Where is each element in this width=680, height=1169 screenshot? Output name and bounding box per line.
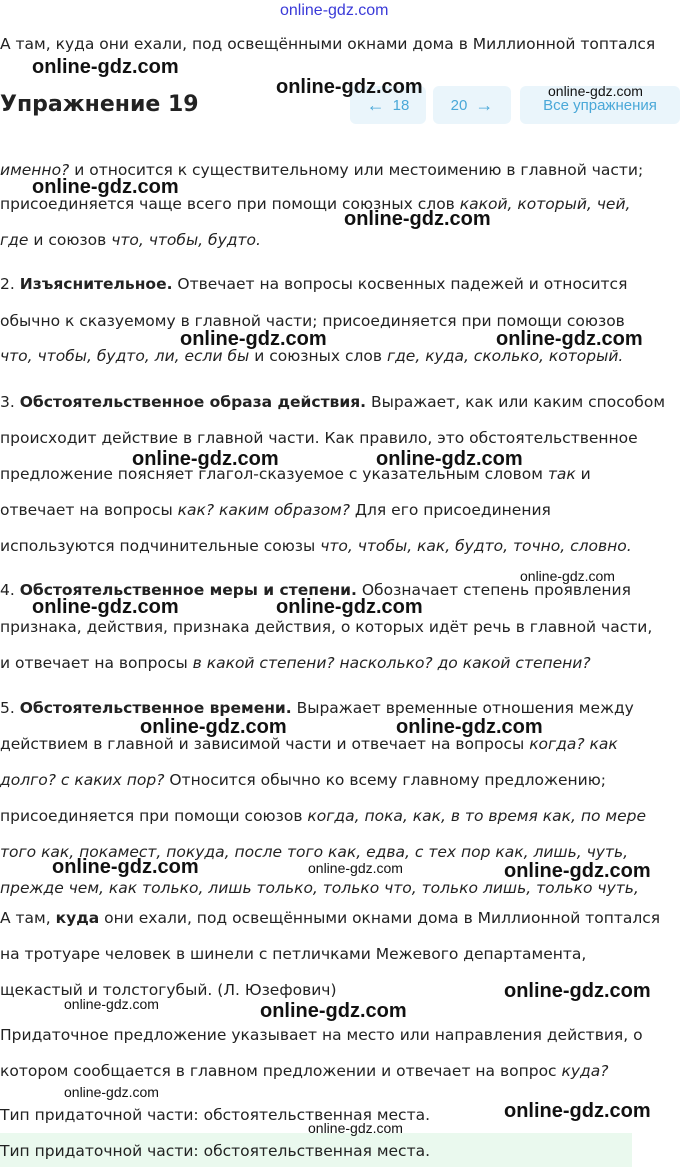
p5-line-2: действием в главной и зависимой части и отвечает на вопросы когда? как: [0, 735, 618, 753]
page-title: Упражнение 19: [0, 92, 199, 117]
watermark: online-gdz.com: [64, 996, 159, 1012]
site-watermark-top: online-gdz.com: [280, 2, 389, 19]
p4-line-2: признака, действия, признака действия, о которых идёт речь в главной части,: [0, 618, 653, 636]
arrow-left-icon: ←: [366, 95, 385, 115]
p5-line-3: долго? с каких пор? Относится обычно ко всему главному предложению;: [0, 771, 607, 789]
p1-line-2: присоединяется чаще всего при помощи союзных слов какой, который, чей,: [0, 195, 631, 213]
example-line-2: на тротуаре человек в шинели с петличками Межевого департамента,: [0, 945, 587, 963]
watermark: online-gdz.com: [32, 176, 179, 198]
watermark: online-gdz.com: [308, 1120, 403, 1136]
watermark: online-gdz.com: [180, 328, 327, 350]
next-exercise-label: 20: [450, 96, 468, 114]
watermark: online-gdz.com: [520, 568, 615, 584]
watermark: online-gdz.com: [504, 860, 651, 882]
prev-exercise-label: 18: [392, 96, 410, 114]
watermark: online-gdz.com: [308, 860, 403, 876]
watermark: online-gdz.com: [52, 856, 199, 878]
p3-line-2: происходит действие в главной части. Как правило, это обстоятельственное: [0, 429, 638, 447]
p1-line-3: где и союзов что, чтобы, будто.: [0, 231, 261, 249]
watermark: online-gdz.com: [344, 208, 491, 230]
answer-box: [0, 1133, 632, 1167]
p3-line-1: 3. Обстоятельственное образа действия. Выражает, как или каким способом: [0, 393, 666, 411]
watermark: online-gdz.com: [276, 596, 423, 618]
p2-line-3: что, чтобы, будто, ли, если бы и союзных слов где, куда, сколько, который.: [0, 347, 624, 365]
watermark: online-gdz.com: [32, 56, 179, 78]
watermark: online-gdz.com: [64, 1084, 159, 1100]
explanation-line-1: Придаточное предложение указывает на место или направления действия, о: [0, 1026, 643, 1044]
all-exercises-label: Все упражнения: [543, 96, 657, 114]
arrow-right-icon: →: [475, 95, 494, 115]
p3-line-5: используются подчинительные союзы что, чтобы, как, будто, точно, словно.: [0, 537, 632, 555]
p2-line-2: обычно к сказуемому в главной части; присоединяется при помощи союзов: [0, 312, 625, 330]
watermark: online-gdz.com: [504, 980, 651, 1002]
p4-line-1: 4. Обстоятельственное меры и степени. Обозначает степень проявления: [0, 581, 631, 599]
p3-line-4: отвечает на вопросы как? каким образом? Для его присоединения: [0, 501, 551, 519]
p5-line-1: 5. Обстоятельственное времени. Выражает временные отношения между: [0, 699, 634, 717]
answer-text: Тип придаточной части: обстоятельственная места.: [0, 1142, 431, 1160]
p3-line-3: предложение поясняет глагол-сказуемое с указательным словом так и: [0, 465, 591, 483]
watermark: online-gdz.com: [32, 596, 179, 618]
next-exercise-button[interactable]: [433, 86, 511, 124]
watermark: online-gdz.com: [376, 448, 523, 470]
watermark: online-gdz.com: [140, 716, 287, 738]
watermark: online-gdz.com: [496, 328, 643, 350]
watermark: online-gdz.com: [132, 448, 279, 470]
watermark: online-gdz.com: [504, 1100, 651, 1122]
p5-line-5: того как, покамест, покуда, после того как, едва, с тех пор как, лишь, чуть,: [0, 843, 629, 861]
watermark: online-gdz.com: [276, 76, 423, 98]
watermark: online-gdz.com: [548, 83, 643, 99]
p5-line-6: прежде чем, как только, лишь только, только что, только лишь, только чуть,: [0, 879, 639, 897]
example-line-1: А там, куда они ехали, под освещёнными окнами дома в Миллионной топтался: [0, 909, 661, 927]
p2-line-1: 2. Изъяснительное. Отвечает на вопросы косвенных падежей и относится: [0, 275, 628, 293]
p4-line-3: и отвечает на вопросы в какой степени? насколько? до какой степени?: [0, 654, 591, 672]
explanation-line-2: котором сообщается в главном предложении и отвечает на вопрос куда?: [0, 1062, 609, 1080]
example-line-3: щекастый и толстогубый. (Л. Юзефович): [0, 981, 337, 999]
top-line: А там, куда они ехали, под освещёнными окнами дома в Миллионной топтался: [0, 35, 656, 53]
watermark: online-gdz.com: [260, 1000, 407, 1022]
watermark: online-gdz.com: [396, 716, 543, 738]
p1-line-1: именно? и относится к существительному или местоимению в главной части;: [0, 161, 644, 179]
explanation-line-3: Тип придаточной части: обстоятельственная места.: [0, 1106, 431, 1124]
p5-line-4: присоединяется при помощи союзов когда, пока, как, в то время как, по мере: [0, 807, 647, 825]
